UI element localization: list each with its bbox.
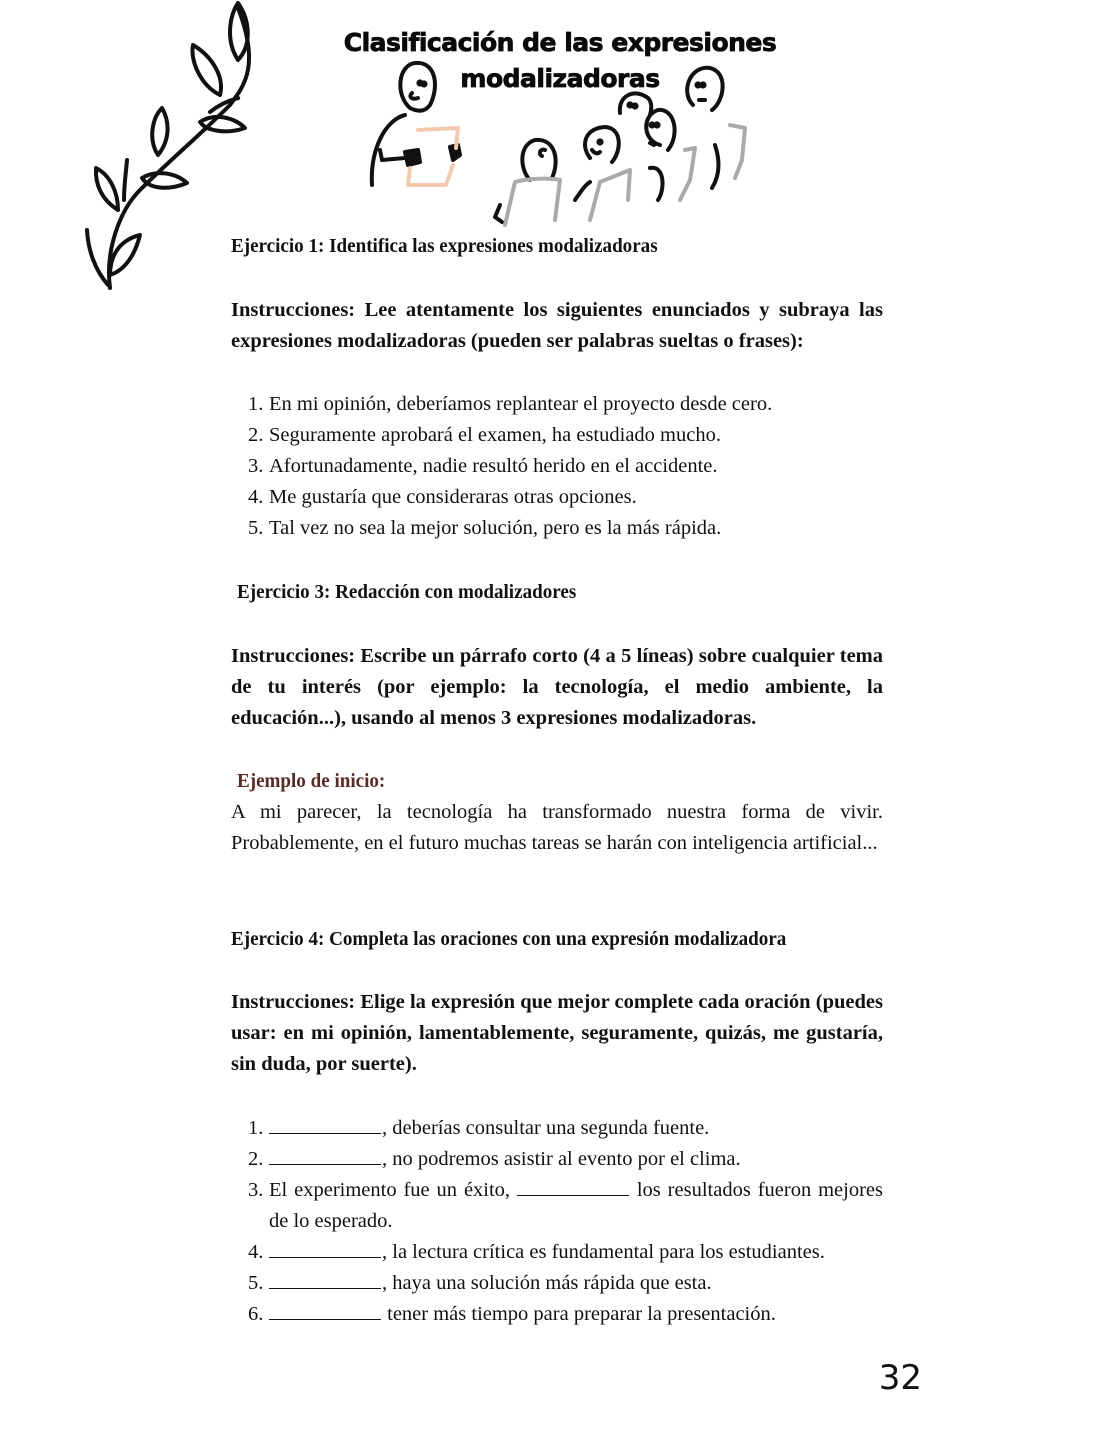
blank-field[interactable] bbox=[269, 1268, 381, 1289]
page-title-line-2: modalizadoras bbox=[460, 64, 660, 93]
list-item: 6. tener más tiempo para preparar la presentación. bbox=[231, 1299, 883, 1330]
exercise-1-heading: Ejercicio 1: Identifica las expresiones modalizadoras bbox=[231, 235, 658, 257]
list-item: 5. , haya una solución más rápida que esta. bbox=[231, 1268, 883, 1299]
exercise-1-section bbox=[231, 231, 883, 262]
example-text: A mi parecer, la tecnología ha transformado nuestra forma de vivir. Probablemente, en el futuro muchas tareas se harán con inteligencia artificial... bbox=[231, 801, 883, 854]
exercise-3-heading: Ejercicio 3: Redacción con modalizadores bbox=[237, 581, 577, 603]
teacher-figure bbox=[372, 63, 460, 185]
list-item: 4. , la lectura crítica es fundamental para los estudiantes. bbox=[231, 1237, 883, 1268]
exercise-4-list bbox=[231, 1113, 883, 1330]
page-number: 32 bbox=[878, 1358, 922, 1398]
blank-field[interactable] bbox=[269, 1237, 381, 1258]
exercise-3-instructions: Instrucciones: Escribe un párrafo corto (4 a 5 líneas) sobre cualquier tema de tu interés (por ejemplo: la tecnología, el medio ambiente, la educación...), usando al menos 3 expresiones modalizadoras. bbox=[231, 645, 883, 729]
example-label: Ejemplo de inicio: bbox=[237, 770, 386, 792]
exercise-4-instructions: Instrucciones: Elige la expresión que mejor complete cada oración (puedes usar: en mi opinión, lamentablemente, seguramente, quizás, me gustaría, sin duda, por suerte). bbox=[231, 991, 883, 1075]
blank-field[interactable] bbox=[269, 1113, 381, 1134]
list-item: 2. , no podremos asistir al evento por el clima. bbox=[231, 1144, 883, 1175]
list-item: 5. Tal vez no sea la mejor solución, pero es la más rápida. bbox=[248, 517, 722, 539]
example-section bbox=[237, 766, 889, 797]
blank-field[interactable] bbox=[269, 1144, 381, 1165]
exercise-4-heading: Ejercicio 4: Completa las oraciones con una expresión modalizadora bbox=[231, 928, 787, 950]
list-item: 4. Me gustaría que consideraras otras opciones. bbox=[248, 486, 637, 508]
list-item: 3. Afortunadamente, nadie resultó herido en el accidente. bbox=[248, 455, 718, 477]
blank-field[interactable] bbox=[269, 1299, 381, 1320]
list-item: 3. El experimento fue un éxito, los resultados fueron mejores de lo esperado. bbox=[231, 1175, 883, 1237]
blank-field[interactable] bbox=[517, 1175, 629, 1196]
exercise-3-section bbox=[237, 577, 889, 608]
exercise-4-section bbox=[231, 924, 883, 955]
list-item: 1. En mi opinión, deberíamos replantear el proyecto desde cero. bbox=[248, 393, 773, 415]
exercise-1-instructions: Instrucciones: Lee atentamente los siguientes enunciados y subraya las expresiones modalizadoras (pueden ser palabras sueltas o frases): bbox=[231, 299, 883, 352]
exercise-1-list bbox=[231, 389, 883, 544]
classroom-illustration bbox=[360, 50, 760, 230]
student-figures bbox=[495, 68, 723, 222]
page-title-line-1: Clasificación de las expresiones bbox=[343, 28, 777, 57]
list-item: 1. , deberías consultar una segunda fuente. bbox=[231, 1113, 883, 1144]
list-item: 2. Seguramente aprobará el examen, ha estudiado mucho. bbox=[248, 424, 721, 446]
